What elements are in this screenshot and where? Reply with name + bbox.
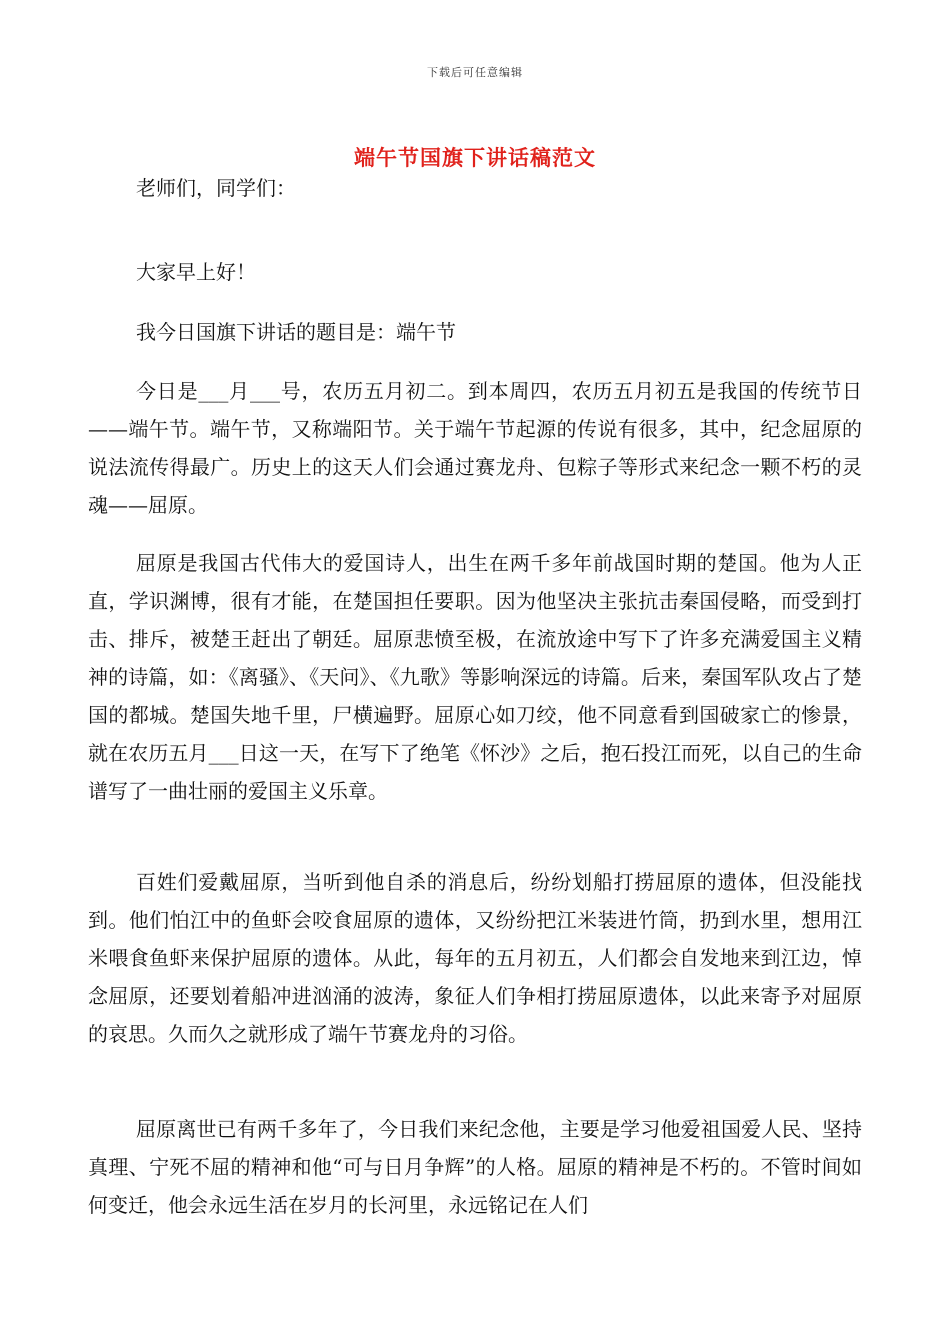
salutation: 老师们，同学们： <box>136 176 296 200</box>
paragraph-2: 屈原是我国古代伟大的爱国诗人，出生在两千多年前战国时期的楚国。他为人正直，学识渊博，很有才能，在楚国担任要职。因为他坚决主张抗击秦国侵略，而受到打击、排斥，被楚王赶出了朝廷。屈原悲愤至极，在流放途中写下了许多充满爱国主义精神的诗篇，如：《离骚》、《天问》、《九歌》等影响深远的诗篇。后来，秦国军队攻占了楚国的都城。楚国失地千里，尸横遍野。屈原心如刀绞，他不同意看到国破家亡的惨景，就在农历五月___日这一天，在写下了绝笔《怀沙》之后，抱石投江而死，以自己的生命谱写了一曲壮丽的爱国主义乐章。 <box>88 551 862 803</box>
document-title: 端午节国旗下讲话稿范文 <box>354 145 596 170</box>
greeting: 大家早上好！ <box>136 260 256 284</box>
paragraph-1: 今日是___月___号，农历五月初二。到本周四，农历五月初五是我国的传统节日——端午节。端午节，又称端阳节。关于端午节起源的传说有很多，其中，纪念屈原的说法流传得最广。历史上的这天人们会通过赛龙舟、包粽子等形式来纪念一颗不朽的灵魂——屈原。 <box>88 379 862 517</box>
speech-topic: 我今日国旗下讲话的题目是：端午节 <box>136 320 456 344</box>
paragraph-3: 百姓们爱戴屈原，当听到他自杀的消息后，纷纷划船打捞屈原的遗体，但没能找到。他们怕江中的鱼虾会咬食屈原的遗体，又纷纷把江米装进竹筒，扔到水里，想用江米喂食鱼虾来保护屈原的遗体。从此，每年的五月初五，人们都会自发地来到江边，悼念屈原，还要划着船冲进汹涌的波涛，象征人们争相打捞屈原遗体，以此来寄予对屈原的哀思。久而久之就形成了端午节赛龙舟的习俗。 <box>88 870 862 1046</box>
header-note: 下载后可任意编辑 <box>427 66 523 79</box>
paragraph-4: 屈原离世已有两千多年了，今日我们来纪念他，主要是学习他爱祖国爱人民、坚持真理、宁死不屈的精神和他“可与日月争辉”的人格。屈原的精神是不朽的。不管时间如何变迁，他会永远生活在岁月的长河里，永远铭记在人们 <box>88 1117 862 1217</box>
